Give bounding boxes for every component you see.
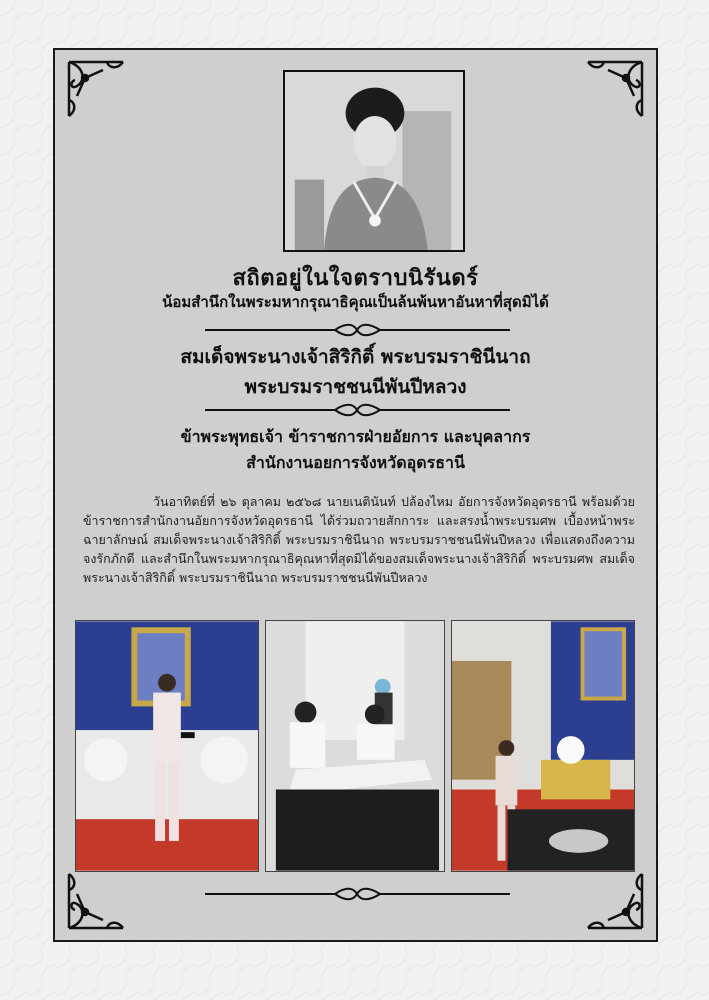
- page-title: สถิตอยู่ในใจตราบนิรันดร์: [232, 265, 479, 291]
- royal-name-line-2: พระบรมราชชนนีพันปีหลวง: [244, 376, 467, 398]
- ornamental-divider: [205, 322, 510, 336]
- body-paragraph: วันอาทิตย์ที่ ๒๖ ตุลาคม ๒๕๖๘ นายเนตินันท์ ปล้องไหม อัยการจังหวัดอุดรธานี พร้อมด้วยข้าราชการสำนักงานอัยการจังหวัดอุดรธานี ได้ร่วมถวายสักการะ และสรงน้ำพระบรมศพ เบื้องหน้าพระฉายาลักษณ์ สมเด็จพระนางเจ้าสิริกิติ์ พระบรมราชินีนาถ พระบรมราชชนนีพันปีหลวง เพื่อแสดงถึงความจงรักภักดี และสำนึกในพระมหากรุณาธิคุณหาที่สุดมิได้ของสมเด็จพระนางเจ้าสิริกิติ์ พระบรมศพ สมเด็จพระนางเจ้าสิริกิติ์ พระบรมราชินีนาถ พระบรมราชชนนีพันปีหลวง: [83, 494, 635, 585]
- memorial-card: [53, 48, 658, 942]
- organization-line-2: สำนักงานอยการจังหวัดอุดรธานี: [246, 453, 465, 472]
- ornamental-divider: [205, 402, 510, 416]
- page-subtitle: น้อมสำนึกในพระมหากรุณาธิคุณเป็นล้นพ้นหาอันหาที่สุดมิได้: [162, 293, 549, 311]
- royal-name-line-1: สมเด็จพระนางเจ้าสิริกิติ์ พระบรมราชินีนาถ: [180, 346, 531, 368]
- photo-pouring-water: [451, 620, 635, 872]
- corner-ornament-top-left: [63, 56, 141, 134]
- photo-prosecutor-standing: [75, 620, 259, 872]
- photo-signing-book: [265, 620, 445, 872]
- body-text: [83, 492, 635, 587]
- royal-portrait: [283, 70, 465, 252]
- organization-line-1: ข้าพระพุทธเจ้า ข้าราชการฝ่ายอัยการ และบุคลากร: [180, 427, 531, 446]
- ornamental-divider-bottom: [205, 886, 510, 900]
- corner-ornament-top-right: [570, 56, 648, 134]
